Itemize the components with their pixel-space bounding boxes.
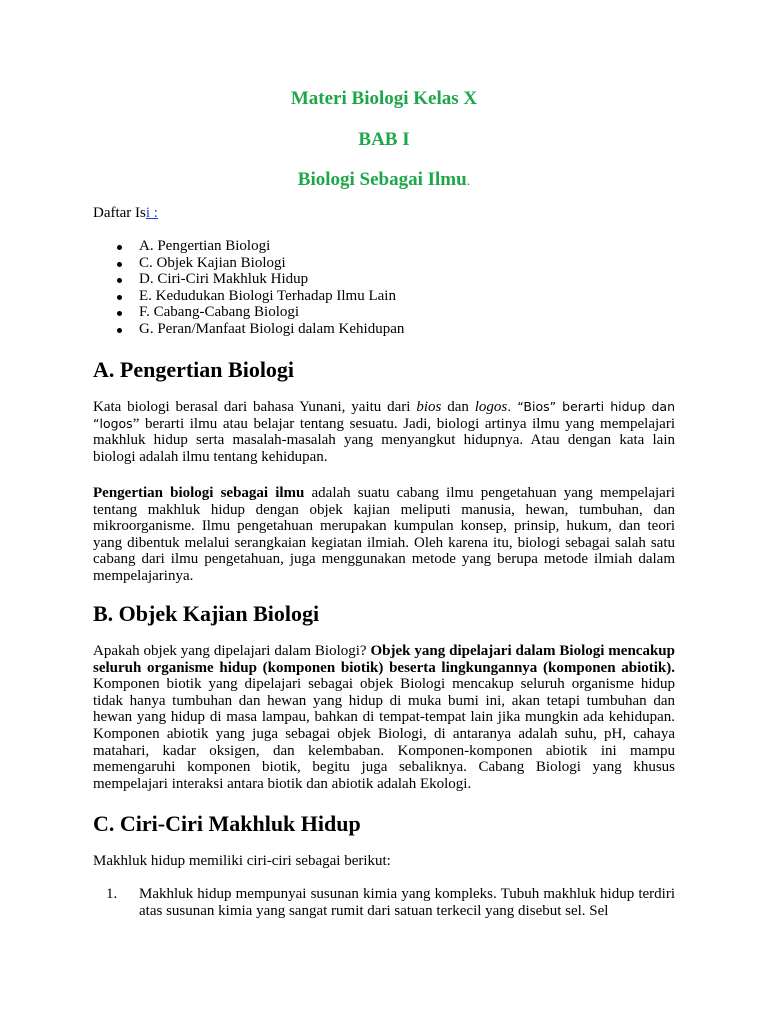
- toc-item: C. Objek Kajian Biologi: [93, 255, 404, 272]
- chapter-label: BAB I: [358, 129, 410, 150]
- section-b-paragraph: [93, 643, 675, 792]
- section-c-intro: Makhluk hidup memiliki ciri-ciri sebagai berikut:: [93, 853, 391, 869]
- text-run-bold: Pengertian biologi sebagai ilmu: [93, 485, 305, 501]
- toc-item: A. Pengertian Biologi: [93, 238, 404, 255]
- text-run: adalah suatu cabang ilmu pengetahuan yang mempelajari tentang makhluk hidup dengan objek kajian meliputi manusia, hewan, tumbuhan, dan mikroorganisme. Ilmu pengetahuan merupakan kumpulan konsep, prinsip, hukum, dan teori yang dibentuk melalui serangkaian kegiatan ilmiah. Oleh karena itu, biologi sebagai salah satu cabang dari ilmu pengetahuan, juga menggunakan metode yang berupa metode ilmiah dalam mempelajarinya.: [93, 485, 675, 584]
- text-run: Kata biologi berasal dari bahasa Yunani, yaitu dari: [93, 399, 417, 415]
- section-a-paragraph-1: [93, 399, 675, 465]
- toc-item: F. Cabang-Cabang Biologi: [93, 304, 404, 321]
- toc-label-prefix: Daftar Is: [93, 205, 146, 221]
- text-run-italic: bios: [416, 399, 442, 415]
- toc-item: G. Peran/Manfaat Biologi dalam Kehidupan: [93, 321, 404, 338]
- toc-label: [93, 205, 158, 222]
- text-run: Apakah objek yang dipelajari dalam Biologi?: [93, 643, 371, 659]
- toc-item: E. Kedudukan Biologi Terhadap Ilmu Lain: [93, 288, 404, 305]
- toc-item: D. Ciri-Ciri Makhluk Hidup: [93, 271, 404, 288]
- table-of-contents: [93, 238, 404, 338]
- text-run: ” berarti ilmu atau belajar tentang sesuatu. Jadi, biologi artinya ilmu yang mempelajari makhluk hidup serta masalah-masalah yang menyangkut hidupnya. Atau dengan kata lain biologi adalah ilmu tentang kehidupan.: [93, 415, 675, 465]
- subtitle-text: Biologi Sebagai Ilmu: [297, 169, 467, 190]
- subtitle-dot: .: [466, 174, 471, 189]
- characteristics-list: [93, 886, 675, 919]
- section-a-heading: A. Pengertian Biologi: [93, 357, 295, 382]
- list-item: [93, 886, 675, 919]
- toc-label-link[interactable]: i :: [145, 205, 158, 221]
- list-item-text: Makhluk hidup mempunyai susunan kimia yang kompleks. Tubuh makhluk hidup terdiri atas susunan kimia yang sangat rumit dari satuan terkecil yang disebut sel. Sel: [139, 886, 675, 919]
- section-b-heading: B. Objek Kajian Biologi: [93, 601, 320, 626]
- section-a-paragraph-2: [93, 485, 675, 585]
- document-title: Materi Biologi Kelas X: [290, 88, 478, 109]
- text-run-italic: logos: [474, 399, 508, 415]
- text-run: . “: [507, 399, 524, 414]
- text-run-bold: Objek yang dipelajari dalam Biologi mencakup seluruh organisme hidup (komponen biotik) beserta lingkungannya (komponen abiotik).: [93, 643, 675, 676]
- text-run: dan: [441, 399, 475, 415]
- document-subtitle: [0, 169, 768, 191]
- text-run: Komponen biotik yang dipelajari sebagai objek Biologi mencakup seluruh organisme hidup tidak hanya tumbuhan dan hewan yang hidup di muka bumi ini, akan tetapi tumbuhan dan hewan yang hidup di masa lampau, bahkan di tempat-tempat lain jika mungkin ada kehidupan. Komponen abiotik yang juga sebagai objek Biologi, di antaranya adalah suhu, pH, cahaya matahari, kadar oksigen, dan kelembaban. Komponen-komponen abiotik ini mampu memengaruhi komponen biotik, begitu juga sebaliknya. Cabang Biologi yang khusus mempelajari interaksi antara biotik dan abiotik adalah Ekologi.: [93, 676, 675, 792]
- list-item-number: 1.: [106, 886, 118, 902]
- section-c-heading: C. Ciri-Ciri Makhluk Hidup: [93, 811, 361, 836]
- text-run-sans: Bios” berarti hidup dan “logos: [93, 399, 675, 431]
